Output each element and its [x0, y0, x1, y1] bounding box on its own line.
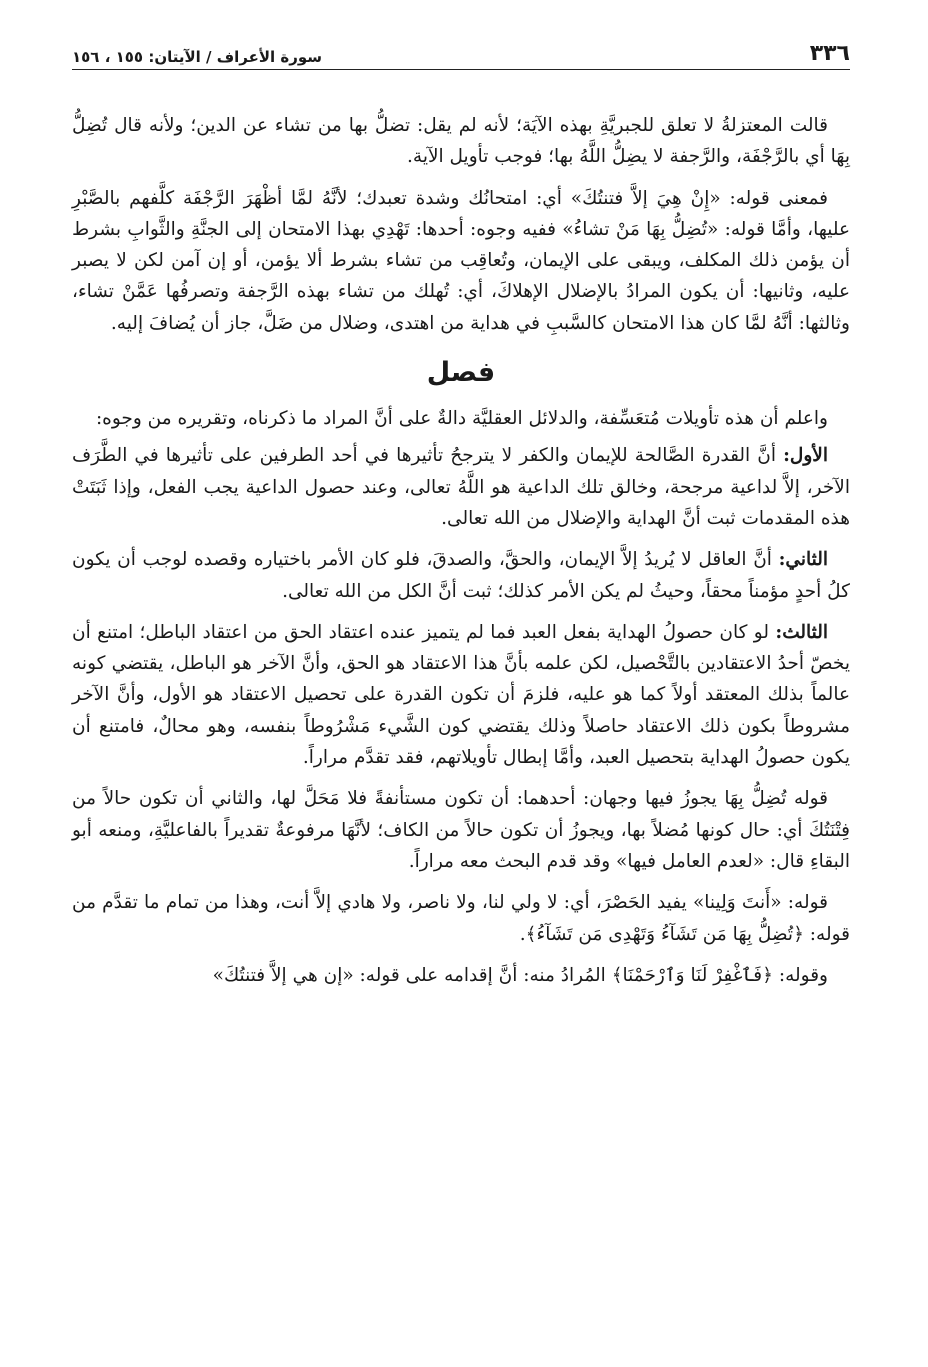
paragraph-text: أنَّ العاقل لا يُريدُ إلاَّ الإيمان، والحقَّ، والصدقَ، فلو كان الأمر باختياره وقصده لوجب أن يكون كلُ أحدٍ مؤمناً محقاً، وحيثُ لم يكن الأمر كذلك؛ ثبت أنَّ الكل من الله تعالى. [72, 549, 850, 602]
paragraph: قالت المعتزلةُ لا تعلق للجبريَّةِ بهذه الآيَة؛ لأنه لم يقل: تضلُّ بها من تشاء عن الدين؛ ولأنه قال تُضِلُّ بِهَا أي بالرَّجْفَة، والرَّجفة لا يضِلُّ اللَّهُ بها؛ فوجب تأويل الآية. [72, 115, 850, 168]
paragraph-first-reason [72, 440, 850, 534]
section-heading: فصل [426, 357, 496, 389]
paragraph [72, 887, 850, 950]
paragraph-text: لو كان حصولُ الهداية بفعل العبد فما لم يتميز عنده اعتقاد الحق من اعتقاد الباطل؛ امتنع أن يخصّ أحدُ الاعتقادين بالتَّحْصيل، لكن علمه بأنَّ هذا الاعتقاد هو الحق، وأنَّ الآخر هو الباطل، يقتضي كونه عالماً بذلك المعتقد أولاً كما هو عليه، فلزمَ أن تكون القدرة على تحصيل الاعتقاد هو الأول، وأنَّ الآخر مشروطاً بكون ذلك الاعتقاد حاصلاً وذلك يقتضي كون الشَّيء مَشْرُوطاً بنفسه، وهو محالٌ، فامتنع أن يكون حصولُ الهداية بتحصيل العبد، وأمَّا إبطال تأويلاتهم، فقد تقدَّم مراراً. [72, 621, 850, 769]
paragraph [72, 783, 850, 877]
paragraph [72, 403, 850, 434]
paragraph-text: وقوله: ﴿فَٱغْفِرْ لَنَا وَٱرْحَمْنَا﴾ المُرادُ منه: أنَّ إقدامه على قوله: «إن هي إلاَّ فتنتُكَ» [212, 964, 828, 986]
paragraph-lead: الثالث: [775, 621, 828, 643]
paragraph [72, 960, 850, 991]
paragraph-second-reason [72, 544, 850, 607]
page-header [72, 34, 850, 70]
page-body [72, 110, 850, 991]
paragraph-text: أنَّ القدرة الصَّالحة للإيمان والكفر لا يترجحُ تأثيرها في أحد الطرفين على تأثيرها في الطَّرَف الآخر، إلاَّ لداعية مرجحة، وخالق تلك الداعية هو اللَّهُ تعالى، وعند حصول الداعية يجب الفعل، وإذا ثَبَتَتْ هذه المقدمات ثبت أنَّ الهداية والإضلال من الله تعالى. [72, 445, 850, 529]
paragraph: فمعنى قوله: «إِنْ هِيَ إلاَّ فتنتُكَ» أي: امتحانُك وشدة تعبدك؛ لأنَّهُ لمَّا أظْهَرَ الرَّجْفَة كلَّفهم بالصَّبْرِ عليها، وأمَّا قوله: «تُضِلُّ بِهَا مَنْ تشاءُ» ففيه وجوه: أحدها: تَهْدِي بهذا الامتحان إلى الجنَّةِ والثَّوابِ بشرط أن يؤمن ذلك المكلف، ويبقى على الإيمان، وتُعاقِب من تشاء بشرط ألا يؤمن، أو إن آمن لكن لا يصبر عليه، وثانيها: أن يكون المرادُ بالإضلال الإهلاكَ، أي: تُهلك من تشاء بهذه الرَّجفة وتصرفُها عَمَّنْ تشاء، وثالثها: أنَّهُ لمَّا كان هذا الامتحان كالسَّببِ في هداية من اهتدى، وضلال من ضَلَّ، جاز أن يُضافَ إليه. [72, 187, 850, 334]
running-title: سورة الأعراف / الآيتان: ١٥٥ ، ١٥٦ [72, 48, 323, 66]
page [72, 34, 850, 1001]
paragraph-text: قوله تُضِلُّ بِهَا يجوزُ فيها وجهان: أحدهما: أن تكون مستأنفةً فلا مَحَلَّ لها، والثاني أن تكون حالاً من فِتْنَتُكَ أي: حال كونها مُضلاً بها، ويجوزُ أن تكون حالاً من الكاف؛ لأنَّهَا مرفوعةٌ تقديراً بالفاعليَّةِ، ومنعه أبو البقاءِ قال: «لعدم العامل فيها» وقد قدم البحث معه مراراً. [72, 788, 850, 872]
paragraph-text: قوله: «أَنتَ وَلِينا» يفيد الحَصْرَ، أي: لا ولي لنا، ولا ناصر، ولا هادي إلاَّ أنت، وهذا من تمام ما تقدَّم من قوله: ﴿تُضِلُّ بِهَا مَن تَشَآءُ وَتَهْدِى مَن تَشَآءُ﴾. [72, 892, 850, 945]
paragraph-lead: الأول: [783, 445, 828, 467]
paragraph-third-reason [72, 617, 850, 773]
page-number: ٣٣٦ [809, 41, 850, 66]
paragraph-lead: الثاني: [778, 549, 828, 571]
paragraph-text: واعلم أن هذه تأويلات مُتعَسِّفة، والدلائل العقليَّة دالةٌ على أنَّ المراد ما ذكرناه، وتقريره من وجوه: [95, 408, 828, 430]
